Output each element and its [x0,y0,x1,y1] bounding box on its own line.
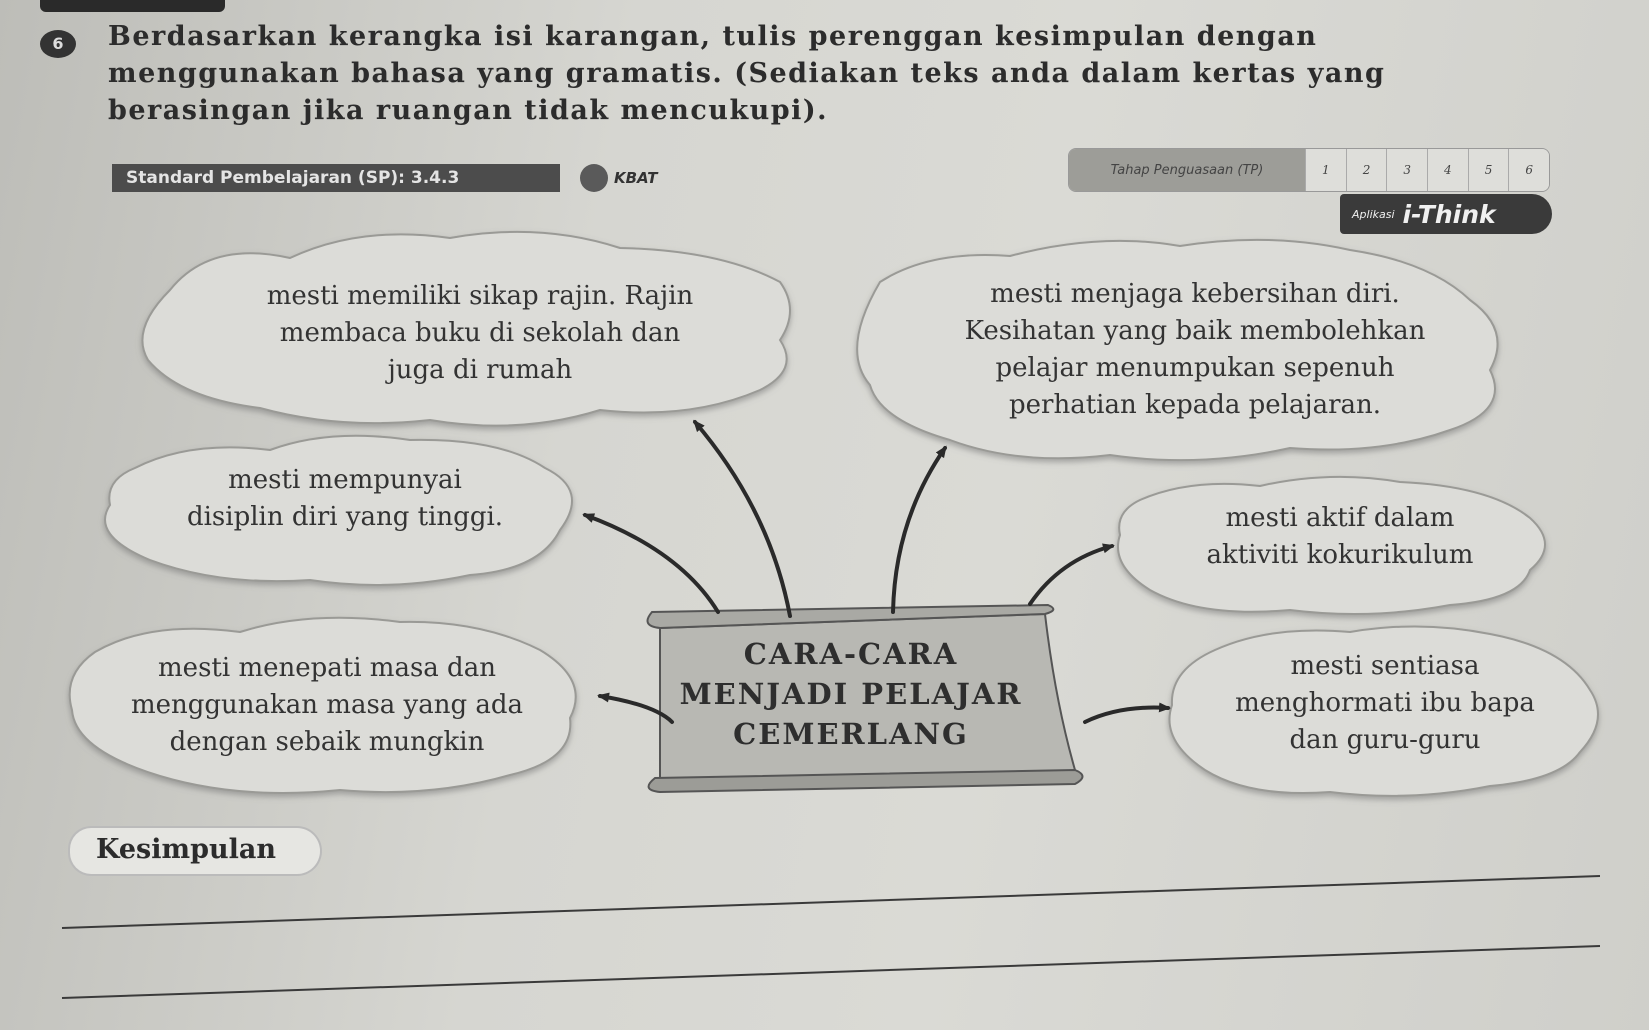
ithink-prefix: Aplikasi [1352,207,1395,221]
cloud-disiplin-text: mesti mempunyai disiplin diri yang tinggi. [186,465,504,532]
question-instruction: Berdasarkan kerangka isi karangan, tulis perenggan kesimpulan dengan menggunakan bahasa yang gramatis. (Sediakan teks anda dalam kertas yang berasingan jika ruangan tidak mencukupi). [108,21,1386,126]
tp-level-3[interactable]: 3 [1386,149,1427,191]
question-number: 6 [40,30,76,58]
cloud-masa-text: mesti menepati masa dan menggunakan masa yang ada dengan sebaik mungkin [130,653,524,757]
arrow-disiplin [585,515,718,612]
tp-level-4[interactable]: 4 [1427,149,1468,191]
ithink-label: i-Think [1402,199,1496,229]
tp-level-6[interactable]: 6 [1508,149,1549,191]
tp-level-5[interactable]: 5 [1468,149,1509,191]
arrow-hormat [1085,708,1168,722]
cloud-kokurikulum-text: mesti aktif dalam aktiviti kokurikulum [1206,503,1474,570]
arrow-kebersihan [893,448,945,612]
center-title: CARA-CARA MENJADI PELAJAR CEMERLANG [679,637,1023,751]
arrow-kokurikulum [1030,546,1112,604]
tp-label: Tahap Penguasaan (TP) [1069,149,1305,191]
conclusion-label-box [70,828,320,874]
tp-level-2[interactable]: 2 [1346,149,1387,191]
cloud-hormat-text: mesti sentiasa menghormati ibu bapa dan guru-guru [1235,651,1535,755]
conclusion-label: Kesimpulan [96,834,276,865]
tp-level-1[interactable]: 1 [1305,149,1346,191]
cloud-rajin-text: mesti memiliki sikap rajin. Rajin membaca buku di sekolah dan juga di rumah [266,281,694,385]
arrow-rajin [695,422,790,616]
standard-badge: Standard Pembelajaran (SP): 3.4.3 [112,164,560,192]
cloud-kebersihan-text: mesti menjaga kebersihan diri. Kesihatan yang baik membolehkan pelajar menumpukan sepenuh perhatian kepada pelajaran. [964,279,1426,420]
answer-lines [62,876,1600,998]
kbat-label: KBAT [614,169,658,187]
